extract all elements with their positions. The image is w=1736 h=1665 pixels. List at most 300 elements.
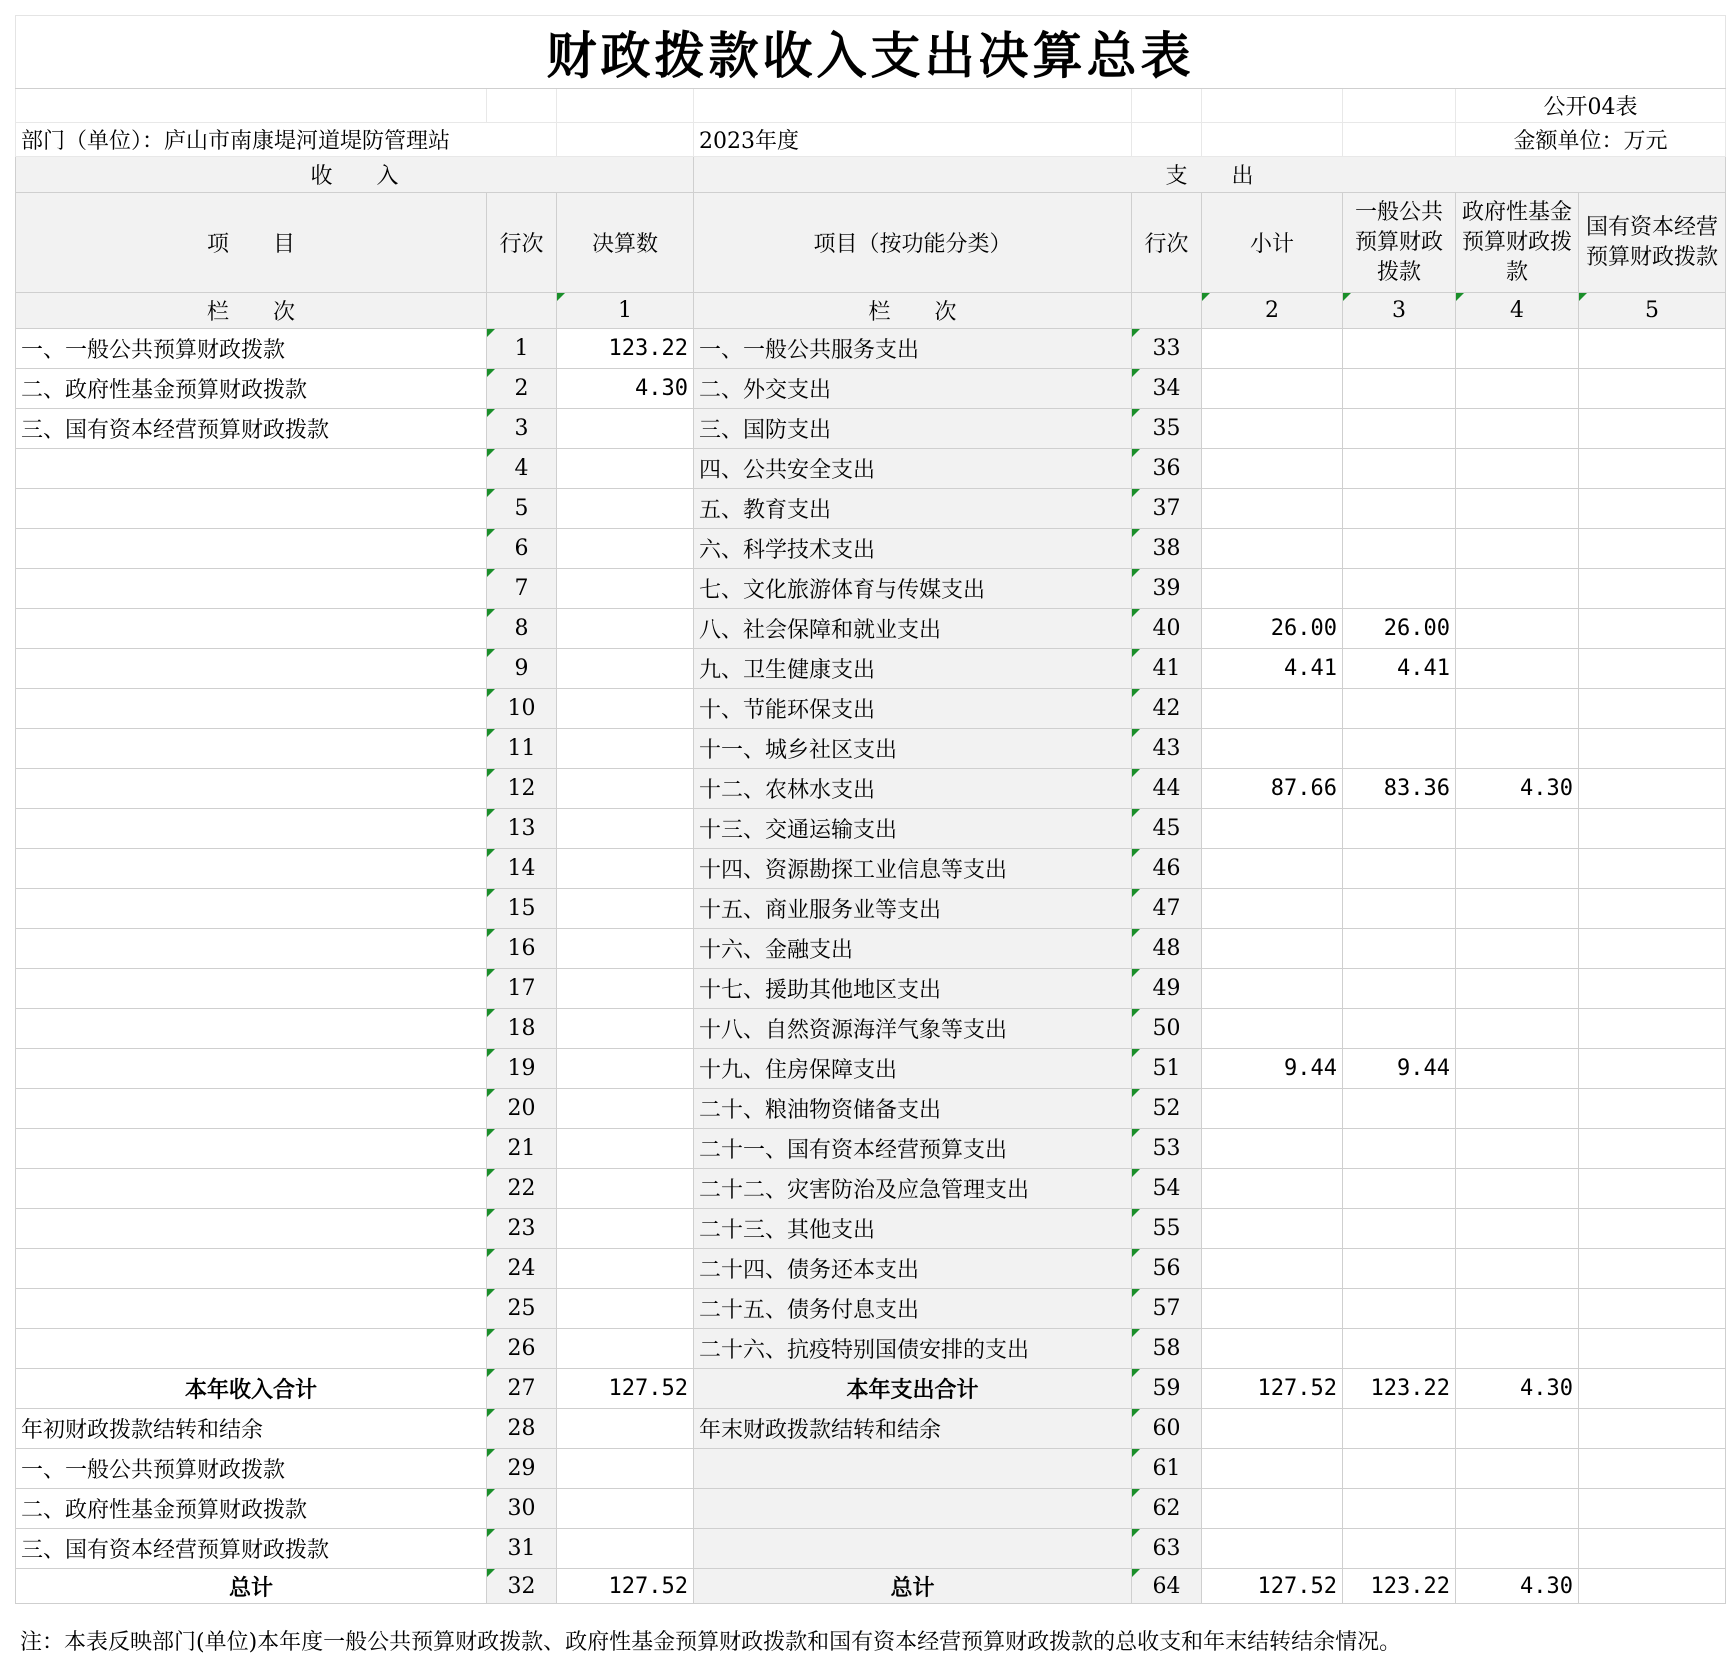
gov-fund-amount bbox=[1456, 1249, 1579, 1289]
gov-fund-amount bbox=[1456, 689, 1579, 729]
state-capital-amount bbox=[1579, 1449, 1726, 1489]
expense-item: 十四、资源勘探工业信息等支出 bbox=[694, 849, 1132, 889]
income-row-number: 6 bbox=[487, 529, 557, 569]
expense-subtotal bbox=[1202, 409, 1343, 449]
expense-item: 二十二、灾害防治及应急管理支出 bbox=[694, 1169, 1132, 1209]
income-final-amount bbox=[557, 1089, 694, 1129]
income-item bbox=[16, 689, 487, 729]
expense-item: 二十、粮油物资储备支出 bbox=[694, 1089, 1132, 1129]
expense-row-number: 41 bbox=[1132, 649, 1202, 689]
expense-subtotal: 26.00 bbox=[1202, 609, 1343, 649]
expense-item bbox=[694, 1529, 1132, 1569]
expense-subtotal bbox=[1202, 1289, 1343, 1329]
expense-item: 一、一般公共服务支出 bbox=[694, 329, 1132, 369]
state-capital-amount bbox=[1579, 449, 1726, 489]
table-row bbox=[16, 1249, 1726, 1289]
income-row-number: 9 bbox=[487, 649, 557, 689]
gov-fund-amount bbox=[1456, 329, 1579, 369]
expense-row-number: 60 bbox=[1132, 1409, 1202, 1449]
income-item: 本年收入合计 bbox=[16, 1369, 487, 1409]
expense-subtotal bbox=[1202, 569, 1343, 609]
income-item bbox=[16, 729, 487, 769]
gov-fund-amount bbox=[1456, 809, 1579, 849]
expense-item: 二十五、债务付息支出 bbox=[694, 1289, 1132, 1329]
income-item: 一、一般公共预算财政拨款 bbox=[16, 329, 487, 369]
table-row bbox=[16, 1489, 1726, 1529]
gov-fund-amount bbox=[1456, 1529, 1579, 1569]
gov-fund-amount bbox=[1456, 569, 1579, 609]
final-amount-header: 决算数 bbox=[557, 193, 694, 293]
income-row-number: 17 bbox=[487, 969, 557, 1009]
expense-subtotal bbox=[1202, 1249, 1343, 1289]
table-row bbox=[16, 1409, 1726, 1449]
gov-fund-amount: 4.30 bbox=[1456, 1369, 1579, 1409]
general-budget-amount bbox=[1343, 1129, 1456, 1169]
income-final-amount bbox=[557, 929, 694, 969]
expense-row-number: 54 bbox=[1132, 1169, 1202, 1209]
expense-item: 总计 bbox=[694, 1569, 1132, 1604]
expense-item: 二十三、其他支出 bbox=[694, 1209, 1132, 1249]
table-row bbox=[16, 689, 1726, 729]
state-capital-amount bbox=[1579, 609, 1726, 649]
general-budget-amount bbox=[1343, 969, 1456, 1009]
expense-subtotal bbox=[1202, 1449, 1343, 1489]
state-capital-amount bbox=[1579, 1289, 1726, 1329]
income-final-amount bbox=[557, 1249, 694, 1289]
expense-row-number: 56 bbox=[1132, 1249, 1202, 1289]
expense-item bbox=[694, 1449, 1132, 1489]
expense-row-number: 63 bbox=[1132, 1529, 1202, 1569]
income-row-number: 24 bbox=[487, 1249, 557, 1289]
income-final-amount bbox=[557, 1329, 694, 1369]
table-row bbox=[16, 1369, 1726, 1409]
expense-item: 本年支出合计 bbox=[694, 1369, 1132, 1409]
expense-row-number: 49 bbox=[1132, 969, 1202, 1009]
state-capital-amount bbox=[1579, 809, 1726, 849]
general-budget-amount: 123.22 bbox=[1343, 1569, 1456, 1604]
expense-item bbox=[694, 1489, 1132, 1529]
expense-row-number: 42 bbox=[1132, 689, 1202, 729]
expense-item: 二十四、债务还本支出 bbox=[694, 1249, 1132, 1289]
column-number-4: 4 bbox=[1456, 293, 1579, 329]
expense-item: 十二、农林水支出 bbox=[694, 769, 1132, 809]
expense-item: 二十一、国有资本经营预算支出 bbox=[694, 1129, 1132, 1169]
expense-item: 十三、交通运输支出 bbox=[694, 809, 1132, 849]
state-capital-amount bbox=[1579, 889, 1726, 929]
general-budget-amount bbox=[1343, 1089, 1456, 1129]
table-row bbox=[16, 1209, 1726, 1249]
expense-item: 四、公共安全支出 bbox=[694, 449, 1132, 489]
income-row-number: 16 bbox=[487, 929, 557, 969]
income-row-number: 5 bbox=[487, 489, 557, 529]
expense-row-number: 35 bbox=[1132, 409, 1202, 449]
general-budget-amount bbox=[1343, 729, 1456, 769]
income-item bbox=[16, 609, 487, 649]
income-item bbox=[16, 489, 487, 529]
general-budget-amount bbox=[1343, 529, 1456, 569]
gov-fund-amount bbox=[1456, 409, 1579, 449]
income-final-amount: 127.52 bbox=[557, 1369, 694, 1409]
income-row-number: 1 bbox=[487, 329, 557, 369]
expense-row-number: 39 bbox=[1132, 569, 1202, 609]
expense-subtotal bbox=[1202, 1089, 1343, 1129]
income-final-amount: 127.52 bbox=[557, 1569, 694, 1604]
general-budget-amount bbox=[1343, 569, 1456, 609]
state-capital-amount bbox=[1579, 329, 1726, 369]
state-capital-amount bbox=[1579, 849, 1726, 889]
gov-fund-amount bbox=[1456, 1049, 1579, 1089]
income-row-number: 21 bbox=[487, 1129, 557, 1169]
income-item bbox=[16, 769, 487, 809]
income-item bbox=[16, 529, 487, 569]
gov-fund-amount bbox=[1456, 449, 1579, 489]
gov-fund-amount: 4.30 bbox=[1456, 769, 1579, 809]
state-capital-header: 国有资本经营预算财政拨款 bbox=[1579, 193, 1726, 293]
expense-item: 十八、自然资源海洋气象等支出 bbox=[694, 1009, 1132, 1049]
income-item bbox=[16, 1169, 487, 1209]
income-row-number: 12 bbox=[487, 769, 557, 809]
income-item bbox=[16, 1129, 487, 1169]
income-final-amount bbox=[557, 769, 694, 809]
income-row-number: 4 bbox=[487, 449, 557, 489]
gov-fund-amount bbox=[1456, 649, 1579, 689]
income-final-amount bbox=[557, 969, 694, 1009]
expense-row-number: 61 bbox=[1132, 1449, 1202, 1489]
state-capital-amount bbox=[1579, 569, 1726, 609]
income-item bbox=[16, 1329, 487, 1369]
state-capital-amount bbox=[1579, 1049, 1726, 1089]
income-column-label: 栏 次 bbox=[16, 293, 487, 329]
income-row-number: 32 bbox=[487, 1569, 557, 1604]
table-row bbox=[16, 1529, 1726, 1569]
income-row-number: 22 bbox=[487, 1169, 557, 1209]
income-section-header: 收 入 bbox=[16, 157, 694, 193]
table-row bbox=[16, 1169, 1726, 1209]
income-item-header: 项 目 bbox=[16, 193, 487, 293]
expense-subtotal bbox=[1202, 329, 1343, 369]
gov-fund-amount bbox=[1456, 889, 1579, 929]
general-budget-amount: 83.36 bbox=[1343, 769, 1456, 809]
general-budget-header: 一般公共预算财政拨款 bbox=[1343, 193, 1456, 293]
state-capital-amount bbox=[1579, 409, 1726, 449]
expense-subtotal bbox=[1202, 1209, 1343, 1249]
state-capital-amount bbox=[1579, 929, 1726, 969]
income-row-number: 19 bbox=[487, 1049, 557, 1089]
income-item: 总计 bbox=[16, 1569, 487, 1604]
general-budget-amount bbox=[1343, 1289, 1456, 1329]
expense-subtotal: 9.44 bbox=[1202, 1049, 1343, 1089]
expense-item: 年末财政拨款结转和结余 bbox=[694, 1409, 1132, 1449]
income-row-number: 23 bbox=[487, 1209, 557, 1249]
expense-subtotal bbox=[1202, 449, 1343, 489]
income-row-number: 13 bbox=[487, 809, 557, 849]
expense-subtotal bbox=[1202, 1169, 1343, 1209]
expense-item: 十一、城乡社区支出 bbox=[694, 729, 1132, 769]
gov-fund-amount bbox=[1456, 1089, 1579, 1129]
general-budget-amount: 9.44 bbox=[1343, 1049, 1456, 1089]
general-budget-amount bbox=[1343, 809, 1456, 849]
gov-fund-amount bbox=[1456, 1289, 1579, 1329]
table-row bbox=[16, 529, 1726, 569]
gov-fund-amount bbox=[1456, 369, 1579, 409]
income-item bbox=[16, 969, 487, 1009]
income-row-number: 7 bbox=[487, 569, 557, 609]
income-row-number: 11 bbox=[487, 729, 557, 769]
income-final-amount bbox=[557, 689, 694, 729]
state-capital-amount bbox=[1579, 1529, 1726, 1569]
expense-item: 五、教育支出 bbox=[694, 489, 1132, 529]
expense-row-number: 46 bbox=[1132, 849, 1202, 889]
state-capital-amount bbox=[1579, 729, 1726, 769]
expense-row-number: 37 bbox=[1132, 489, 1202, 529]
expense-item: 八、社会保障和就业支出 bbox=[694, 609, 1132, 649]
expense-subtotal bbox=[1202, 1489, 1343, 1529]
subtotal-header: 小计 bbox=[1202, 193, 1343, 293]
amount-unit: 金额单位：万元 bbox=[1456, 123, 1726, 157]
table-row bbox=[16, 929, 1726, 969]
expense-item: 十、节能环保支出 bbox=[694, 689, 1132, 729]
state-capital-amount bbox=[1579, 769, 1726, 809]
general-budget-amount bbox=[1343, 889, 1456, 929]
general-budget-amount bbox=[1343, 329, 1456, 369]
footnote: 注：本表反映部门(单位)本年度一般公共预算财政拨款、政府性基金预算财政拨款和国有资本经营预算财政拨款的总收支和年末结转结余情况。 bbox=[20, 1630, 1402, 1655]
table-title: 财政拨款收入支出决算总表 bbox=[16, 16, 1726, 89]
income-item bbox=[16, 1289, 487, 1329]
expense-subtotal bbox=[1202, 889, 1343, 929]
gov-fund-amount bbox=[1456, 1449, 1579, 1489]
column-number-3: 3 bbox=[1343, 293, 1456, 329]
general-budget-amount bbox=[1343, 1449, 1456, 1489]
general-budget-amount bbox=[1343, 449, 1456, 489]
income-row-number: 30 bbox=[487, 1489, 557, 1529]
expense-row-number: 62 bbox=[1132, 1489, 1202, 1529]
column-number-5: 5 bbox=[1579, 293, 1726, 329]
gov-fund-amount bbox=[1456, 1169, 1579, 1209]
income-item: 一、一般公共预算财政拨款 bbox=[16, 1449, 487, 1489]
gov-fund-amount bbox=[1456, 969, 1579, 1009]
income-row-number: 3 bbox=[487, 409, 557, 449]
expense-row-number: 64 bbox=[1132, 1569, 1202, 1604]
table-row bbox=[16, 369, 1726, 409]
income-final-amount bbox=[557, 1129, 694, 1169]
expense-section-header: 支 出 bbox=[694, 157, 1726, 193]
general-budget-amount bbox=[1343, 1409, 1456, 1449]
table-row bbox=[16, 649, 1726, 689]
expense-subtotal bbox=[1202, 969, 1343, 1009]
income-row-number: 2 bbox=[487, 369, 557, 409]
table-row bbox=[16, 489, 1726, 529]
state-capital-amount bbox=[1579, 489, 1726, 529]
expense-subtotal bbox=[1202, 929, 1343, 969]
income-item bbox=[16, 929, 487, 969]
income-item: 三、国有资本经营预算财政拨款 bbox=[16, 1529, 487, 1569]
table-row bbox=[16, 969, 1726, 1009]
expense-row-number: 51 bbox=[1132, 1049, 1202, 1089]
expense-row-number: 44 bbox=[1132, 769, 1202, 809]
income-final-amount: 123.22 bbox=[557, 329, 694, 369]
state-capital-amount bbox=[1579, 1129, 1726, 1169]
income-row-number: 15 bbox=[487, 889, 557, 929]
income-final-amount bbox=[557, 809, 694, 849]
department-label: 部门（单位）：庐山市南康堤河道堤防管理站 bbox=[16, 123, 557, 157]
income-final-amount bbox=[557, 1449, 694, 1489]
general-budget-amount bbox=[1343, 1009, 1456, 1049]
gov-fund-amount bbox=[1456, 1489, 1579, 1529]
gov-fund-amount bbox=[1456, 1409, 1579, 1449]
expense-row-no-header: 行次 bbox=[1132, 193, 1202, 293]
gov-fund-amount bbox=[1456, 489, 1579, 529]
income-item: 二、政府性基金预算财政拨款 bbox=[16, 369, 487, 409]
expense-subtotal: 4.41 bbox=[1202, 649, 1343, 689]
expense-row-number: 33 bbox=[1132, 329, 1202, 369]
expense-item: 十六、金融支出 bbox=[694, 929, 1132, 969]
state-capital-amount bbox=[1579, 689, 1726, 729]
column-number-2: 2 bbox=[1202, 293, 1343, 329]
income-final-amount bbox=[557, 1289, 694, 1329]
income-final-amount bbox=[557, 1529, 694, 1569]
expense-row-number: 58 bbox=[1132, 1329, 1202, 1369]
expense-row-number: 57 bbox=[1132, 1289, 1202, 1329]
income-final-amount bbox=[557, 609, 694, 649]
table-row bbox=[16, 409, 1726, 449]
income-final-amount bbox=[557, 1169, 694, 1209]
general-budget-amount bbox=[1343, 1249, 1456, 1289]
expense-item: 二、外交支出 bbox=[694, 369, 1132, 409]
table-row bbox=[16, 1569, 1726, 1604]
table-row bbox=[16, 1089, 1726, 1129]
general-budget-amount bbox=[1343, 849, 1456, 889]
state-capital-amount bbox=[1579, 969, 1726, 1009]
expense-row-number: 43 bbox=[1132, 729, 1202, 769]
gov-fund-amount: 4.30 bbox=[1456, 1569, 1579, 1604]
expense-subtotal bbox=[1202, 849, 1343, 889]
general-budget-amount bbox=[1343, 689, 1456, 729]
expense-subtotal bbox=[1202, 529, 1343, 569]
gov-fund-amount bbox=[1456, 1329, 1579, 1369]
general-budget-amount bbox=[1343, 1329, 1456, 1369]
table-row bbox=[16, 329, 1726, 369]
gov-fund-amount bbox=[1456, 609, 1579, 649]
income-item bbox=[16, 569, 487, 609]
expense-row-number: 50 bbox=[1132, 1009, 1202, 1049]
table-row bbox=[16, 849, 1726, 889]
income-final-amount bbox=[557, 1009, 694, 1049]
state-capital-amount bbox=[1579, 1329, 1726, 1369]
state-capital-amount bbox=[1579, 369, 1726, 409]
fiscal-year: 2023年度 bbox=[694, 123, 1132, 157]
income-item bbox=[16, 1249, 487, 1289]
column-number-1: 1 bbox=[557, 293, 694, 329]
expense-item: 十九、住房保障支出 bbox=[694, 1049, 1132, 1089]
budget-summary-table bbox=[15, 15, 1726, 1604]
income-final-amount bbox=[557, 649, 694, 689]
expense-row-number: 52 bbox=[1132, 1089, 1202, 1129]
expense-item: 二十六、抗疫特别国债安排的支出 bbox=[694, 1329, 1132, 1369]
state-capital-amount bbox=[1579, 1369, 1726, 1409]
table-row bbox=[16, 1449, 1726, 1489]
gov-fund-amount bbox=[1456, 1129, 1579, 1169]
table-row bbox=[16, 1329, 1726, 1369]
income-item bbox=[16, 809, 487, 849]
income-final-amount bbox=[557, 1049, 694, 1089]
general-budget-amount bbox=[1343, 1169, 1456, 1209]
income-row-number: 29 bbox=[487, 1449, 557, 1489]
income-row-number: 26 bbox=[487, 1329, 557, 1369]
expense-row-number: 45 bbox=[1132, 809, 1202, 849]
expense-row-number: 34 bbox=[1132, 369, 1202, 409]
expense-subtotal bbox=[1202, 489, 1343, 529]
general-budget-amount bbox=[1343, 1209, 1456, 1249]
expense-subtotal bbox=[1202, 809, 1343, 849]
income-row-number: 14 bbox=[487, 849, 557, 889]
table-row bbox=[16, 569, 1726, 609]
general-budget-amount bbox=[1343, 1489, 1456, 1529]
table-row bbox=[16, 769, 1726, 809]
expense-row-number: 38 bbox=[1132, 529, 1202, 569]
income-final-amount bbox=[557, 1409, 694, 1449]
expense-item: 七、文化旅游体育与传媒支出 bbox=[694, 569, 1132, 609]
income-item: 二、政府性基金预算财政拨款 bbox=[16, 1489, 487, 1529]
table-row bbox=[16, 1009, 1726, 1049]
income-item: 年初财政拨款结转和结余 bbox=[16, 1409, 487, 1449]
general-budget-amount: 4.41 bbox=[1343, 649, 1456, 689]
general-budget-amount: 26.00 bbox=[1343, 609, 1456, 649]
expense-row-number: 48 bbox=[1132, 929, 1202, 969]
expense-row-number: 36 bbox=[1132, 449, 1202, 489]
expense-subtotal bbox=[1202, 729, 1343, 769]
income-item bbox=[16, 849, 487, 889]
gov-fund-amount bbox=[1456, 1209, 1579, 1249]
income-item bbox=[16, 1049, 487, 1089]
income-row-number: 27 bbox=[487, 1369, 557, 1409]
expense-subtotal bbox=[1202, 1329, 1343, 1369]
gov-fund-amount bbox=[1456, 529, 1579, 569]
expense-subtotal bbox=[1202, 1529, 1343, 1569]
general-budget-amount: 123.22 bbox=[1343, 1369, 1456, 1409]
expense-subtotal: 87.66 bbox=[1202, 769, 1343, 809]
income-final-amount bbox=[557, 449, 694, 489]
state-capital-amount bbox=[1579, 1009, 1726, 1049]
state-capital-amount bbox=[1579, 1409, 1726, 1449]
income-row-no-header: 行次 bbox=[487, 193, 557, 293]
income-final-amount bbox=[557, 1489, 694, 1529]
income-final-amount bbox=[557, 849, 694, 889]
form-number: 公开04表 bbox=[1456, 89, 1726, 123]
state-capital-amount bbox=[1579, 1209, 1726, 1249]
income-item bbox=[16, 889, 487, 929]
gov-fund-amount bbox=[1456, 849, 1579, 889]
income-final-amount bbox=[557, 889, 694, 929]
table-row bbox=[16, 609, 1726, 649]
income-final-amount: 4.30 bbox=[557, 369, 694, 409]
gov-fund-amount bbox=[1456, 929, 1579, 969]
expense-row-number: 47 bbox=[1132, 889, 1202, 929]
expense-item: 十五、商业服务业等支出 bbox=[694, 889, 1132, 929]
table-row bbox=[16, 1129, 1726, 1169]
income-item bbox=[16, 1089, 487, 1129]
table-row bbox=[16, 1289, 1726, 1329]
table-row bbox=[16, 809, 1726, 849]
income-item bbox=[16, 449, 487, 489]
income-final-amount bbox=[557, 529, 694, 569]
general-budget-amount bbox=[1343, 1529, 1456, 1569]
general-budget-amount bbox=[1343, 409, 1456, 449]
table-row bbox=[16, 1049, 1726, 1089]
income-final-amount bbox=[557, 1209, 694, 1249]
expense-row-number: 55 bbox=[1132, 1209, 1202, 1249]
state-capital-amount bbox=[1579, 649, 1726, 689]
expense-item-header: 项目（按功能分类） bbox=[694, 193, 1132, 293]
